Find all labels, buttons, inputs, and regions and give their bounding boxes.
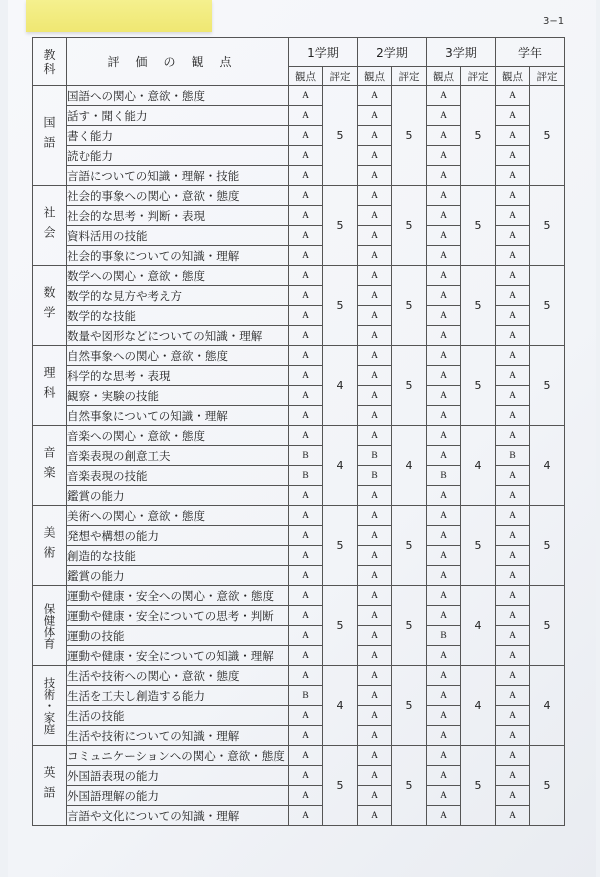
viewpoint-mark: A <box>496 266 530 286</box>
viewpoint-mark: A <box>427 406 461 426</box>
viewpoint-mark: A <box>496 306 530 326</box>
viewpoint-mark: A <box>289 406 323 426</box>
term-rating: 5 <box>323 86 358 186</box>
viewpoint-mark: A <box>289 346 323 366</box>
viewpoint-mark: A <box>358 526 392 546</box>
viewpoint-mark: B <box>427 626 461 646</box>
criteria-item: 運動や健康・安全についての知識・理解 <box>67 646 289 666</box>
term-rating: 5 <box>323 506 358 586</box>
viewpoint-mark: A <box>427 766 461 786</box>
viewpoint-mark: A <box>358 566 392 586</box>
term-rating: 5 <box>530 346 565 426</box>
term-rating: 5 <box>323 746 358 826</box>
viewpoint-mark: A <box>496 806 530 826</box>
term-rating: 4 <box>323 346 358 426</box>
viewpoint-mark: A <box>496 286 530 306</box>
rating-header: 評定 <box>530 67 565 86</box>
viewpoint-mark: A <box>358 366 392 386</box>
subject-name: 英語 <box>33 746 67 826</box>
viewpoint-mark: A <box>289 86 323 106</box>
subject-name: 社会 <box>33 186 67 266</box>
viewpoint-mark: A <box>496 186 530 206</box>
term-rating: 5 <box>392 586 427 666</box>
viewpoint-mark: A <box>427 646 461 666</box>
viewpoint-mark: B <box>496 446 530 466</box>
viewpoint-mark: A <box>289 786 323 806</box>
viewpoint-mark: A <box>289 706 323 726</box>
viewpoint-mark: A <box>496 226 530 246</box>
viewpoint-mark: A <box>427 486 461 506</box>
term-rating: 4 <box>323 426 358 506</box>
criteria-item: 生活や技術への関心・意欲・態度 <box>67 666 289 686</box>
viewpoint-mark: A <box>358 86 392 106</box>
subject-name: 理科 <box>33 346 67 426</box>
viewpoint-mark: A <box>358 106 392 126</box>
viewpoint-mark: A <box>358 626 392 646</box>
viewpoint-mark: A <box>427 86 461 106</box>
viewpoint-header: 観点 <box>358 67 392 86</box>
viewpoint-mark: A <box>427 506 461 526</box>
viewpoint-mark: A <box>496 586 530 606</box>
viewpoint-mark: A <box>427 606 461 626</box>
viewpoint-mark: A <box>496 246 530 266</box>
term-rating: 5 <box>461 266 496 346</box>
viewpoint-mark: A <box>289 166 323 186</box>
viewpoint-mark: A <box>427 426 461 446</box>
viewpoint-mark: A <box>358 706 392 726</box>
term-rating: 5 <box>530 266 565 346</box>
viewpoint-mark: A <box>289 726 323 746</box>
viewpoint-mark: A <box>358 226 392 246</box>
viewpoint-mark: A <box>358 806 392 826</box>
viewpoint-mark: A <box>427 386 461 406</box>
criteria-item: 運動や健康・安全への関心・意欲・態度 <box>67 586 289 606</box>
viewpoint-mark: A <box>289 366 323 386</box>
viewpoint-mark: B <box>289 466 323 486</box>
viewpoint-mark: A <box>427 366 461 386</box>
viewpoint-mark: A <box>496 106 530 126</box>
viewpoint-mark: A <box>427 566 461 586</box>
viewpoint-mark: A <box>358 146 392 166</box>
subject-header-label: 教 科 <box>43 47 56 76</box>
page-number: 3−1 <box>543 16 565 27</box>
viewpoint-mark: A <box>289 326 323 346</box>
term-rating: 5 <box>530 186 565 266</box>
viewpoint-mark: A <box>427 346 461 366</box>
viewpoint-mark: A <box>358 306 392 326</box>
grade-table-body <box>33 86 565 826</box>
viewpoint-mark: A <box>427 106 461 126</box>
viewpoint-mark: B <box>289 446 323 466</box>
viewpoint-mark: A <box>496 206 530 226</box>
criteria-item: 数学的な技能 <box>67 306 289 326</box>
table-row <box>33 666 565 686</box>
viewpoint-mark: A <box>358 346 392 366</box>
viewpoint-header: 観点 <box>289 67 323 86</box>
viewpoint-mark: A <box>427 686 461 706</box>
criteria-item: 社会的事象についての知識・理解 <box>67 246 289 266</box>
viewpoint-mark: A <box>289 586 323 606</box>
viewpoint-mark: A <box>496 646 530 666</box>
viewpoint-mark: A <box>427 726 461 746</box>
viewpoint-mark: A <box>496 686 530 706</box>
viewpoint-mark: A <box>289 566 323 586</box>
rating-header: 評定 <box>392 67 427 86</box>
table-row <box>33 426 565 446</box>
viewpoint-mark: A <box>289 486 323 506</box>
viewpoint-mark: A <box>427 146 461 166</box>
viewpoint-mark: A <box>289 246 323 266</box>
term-rating: 5 <box>461 346 496 426</box>
term-rating: 4 <box>323 666 358 746</box>
viewpoint-mark: A <box>427 666 461 686</box>
subject-name: 音楽 <box>33 426 67 506</box>
table-row <box>33 86 565 106</box>
viewpoint-mark: A <box>289 546 323 566</box>
term-rating: 5 <box>530 586 565 666</box>
term-rating: 5 <box>392 86 427 186</box>
viewpoint-mark: A <box>358 766 392 786</box>
subject-name: 保健体育 <box>33 586 67 666</box>
viewpoint-mark: A <box>496 726 530 746</box>
viewpoint-mark: A <box>427 206 461 226</box>
criteria-item: 読む能力 <box>67 146 289 166</box>
viewpoint-mark: A <box>427 806 461 826</box>
criteria-item: 言語についての知識・理解・技能 <box>67 166 289 186</box>
subject-header <box>33 38 67 86</box>
criteria-item: 外国語表現の能力 <box>67 766 289 786</box>
criteria-item: 自然事象への関心・意欲・態度 <box>67 346 289 366</box>
viewpoint-mark: A <box>289 526 323 546</box>
viewpoint-mark: A <box>427 246 461 266</box>
viewpoint-mark: A <box>289 206 323 226</box>
viewpoint-mark: A <box>427 786 461 806</box>
viewpoint-mark: A <box>289 426 323 446</box>
rating-header: 評定 <box>461 67 496 86</box>
viewpoint-mark: A <box>358 746 392 766</box>
viewpoint-mark: A <box>496 126 530 146</box>
term-rating: 5 <box>530 746 565 826</box>
subject-name: 数学 <box>33 266 67 346</box>
criteria-item: 数学への関心・意欲・態度 <box>67 266 289 286</box>
viewpoint-mark: A <box>358 726 392 746</box>
criteria-item: 書く能力 <box>67 126 289 146</box>
viewpoint-mark: A <box>289 106 323 126</box>
viewpoint-mark: A <box>358 286 392 306</box>
viewpoint-mark: A <box>496 626 530 646</box>
viewpoint-mark: A <box>496 326 530 346</box>
term-rating: 5 <box>392 666 427 746</box>
term-rating: 5 <box>392 506 427 586</box>
viewpoint-mark: A <box>289 146 323 166</box>
viewpoint-mark: A <box>358 686 392 706</box>
viewpoint-mark: A <box>358 126 392 146</box>
viewpoint-mark: A <box>496 566 530 586</box>
viewpoint-mark: A <box>427 266 461 286</box>
viewpoint-mark: A <box>427 326 461 346</box>
term-rating: 5 <box>392 266 427 346</box>
term-rating: 5 <box>530 86 565 186</box>
viewpoint-mark: A <box>496 666 530 686</box>
criteria-item: 言語や文化についての知識・理解 <box>67 806 289 826</box>
table-row <box>33 186 565 206</box>
criteria-item: 自然事象についての知識・理解 <box>67 406 289 426</box>
term-header-3: 3学期 <box>427 38 496 67</box>
term-rating: 5 <box>392 186 427 266</box>
viewpoint-mark: A <box>427 526 461 546</box>
viewpoint-mark: A <box>289 306 323 326</box>
viewpoint-mark: A <box>427 126 461 146</box>
term-rating: 4 <box>461 586 496 666</box>
viewpoint-mark: A <box>358 666 392 686</box>
criteria-item: 運動や健康・安全についての思考・判断 <box>67 606 289 626</box>
viewpoint-mark: A <box>496 86 530 106</box>
viewpoint-mark: A <box>496 166 530 186</box>
viewpoint-mark: A <box>427 226 461 246</box>
term-rating: 5 <box>461 186 496 266</box>
viewpoint-mark: A <box>358 546 392 566</box>
criteria-item: 発想や構想の能力 <box>67 526 289 546</box>
viewpoint-mark: B <box>358 446 392 466</box>
subject-name: 技術・家庭 <box>33 666 67 746</box>
term-rating: 4 <box>392 426 427 506</box>
viewpoint-mark: A <box>496 426 530 446</box>
viewpoint-mark: A <box>496 746 530 766</box>
viewpoint-mark: A <box>427 286 461 306</box>
term-rating: 5 <box>461 506 496 586</box>
viewpoint-mark: A <box>358 326 392 346</box>
viewpoint-header: 観点 <box>427 67 461 86</box>
viewpoint-mark: A <box>289 286 323 306</box>
criteria-item: 生活を工夫し創造する能力 <box>67 686 289 706</box>
viewpoint-mark: A <box>358 426 392 446</box>
criteria-item: 鑑賞の能力 <box>67 486 289 506</box>
viewpoint-mark: A <box>496 606 530 626</box>
term-rating: 5 <box>323 266 358 346</box>
term-header-2: 2学期 <box>358 38 427 67</box>
viewpoint-mark: A <box>358 186 392 206</box>
viewpoint-mark: A <box>358 646 392 666</box>
viewpoint-mark: A <box>358 786 392 806</box>
viewpoint-mark: A <box>496 346 530 366</box>
criteria-item: 社会的事象への関心・意欲・態度 <box>67 186 289 206</box>
table-row <box>33 746 565 766</box>
term-rating: 5 <box>392 346 427 426</box>
viewpoint-mark: A <box>496 506 530 526</box>
viewpoint-mark: A <box>427 166 461 186</box>
table-row <box>33 266 565 286</box>
viewpoint-mark: A <box>289 666 323 686</box>
criteria-item: 資料活用の技能 <box>67 226 289 246</box>
criteria-item: 科学的な思考・表現 <box>67 366 289 386</box>
table-row <box>33 346 565 366</box>
viewpoint-mark: A <box>496 406 530 426</box>
criteria-item: 鑑賞の能力 <box>67 566 289 586</box>
criteria-item: 生活や技術についての知識・理解 <box>67 726 289 746</box>
viewpoint-mark: A <box>289 126 323 146</box>
criteria-item: 数量や図形などについての知識・理解 <box>67 326 289 346</box>
criteria-item: 数学的な見方や考え方 <box>67 286 289 306</box>
criteria-item: 観察・実験の技能 <box>67 386 289 406</box>
viewpoint-mark: A <box>427 746 461 766</box>
viewpoint-mark: A <box>496 546 530 566</box>
term-header-1: 1学期 <box>289 38 358 67</box>
criteria-item: 運動の技能 <box>67 626 289 646</box>
viewpoint-mark: A <box>427 706 461 726</box>
viewpoint-mark: A <box>358 386 392 406</box>
viewpoint-mark: A <box>427 306 461 326</box>
viewpoint-mark: A <box>289 606 323 626</box>
viewpoint-mark: A <box>358 166 392 186</box>
viewpoint-mark: B <box>358 466 392 486</box>
criteria-item: 音楽表現の創意工夫 <box>67 446 289 466</box>
viewpoint-mark: A <box>427 546 461 566</box>
viewpoint-mark: A <box>289 506 323 526</box>
term-rating: 5 <box>323 586 358 666</box>
viewpoint-mark: A <box>289 386 323 406</box>
viewpoint-mark: A <box>289 266 323 286</box>
viewpoint-mark: A <box>496 386 530 406</box>
grade-table <box>32 37 565 826</box>
viewpoint-mark: A <box>427 586 461 606</box>
viewpoint-mark: A <box>496 526 530 546</box>
viewpoint-header: 観点 <box>496 67 530 86</box>
term-rating: 4 <box>530 666 565 746</box>
viewpoint-mark: A <box>358 266 392 286</box>
viewpoint-mark: B <box>289 686 323 706</box>
viewpoint-mark: A <box>358 506 392 526</box>
subject-name: 国語 <box>33 86 67 186</box>
table-row <box>33 586 565 606</box>
viewpoint-mark: A <box>289 766 323 786</box>
term-rating: 5 <box>323 186 358 266</box>
viewpoint-mark: A <box>289 226 323 246</box>
term-header-year: 学年 <box>496 38 565 67</box>
criteria-item: 美術への関心・意欲・態度 <box>67 506 289 526</box>
sticky-note <box>26 0 212 32</box>
criteria-item: 音楽への関心・意欲・態度 <box>67 426 289 446</box>
viewpoint-mark: A <box>358 586 392 606</box>
criteria-item: 外国語理解の能力 <box>67 786 289 806</box>
criteria-header: 評価の観点 <box>67 38 289 86</box>
viewpoint-mark: A <box>289 186 323 206</box>
viewpoint-mark: A <box>289 646 323 666</box>
viewpoint-mark: A <box>427 446 461 466</box>
term-rating: 4 <box>461 666 496 746</box>
term-rating: 5 <box>461 86 496 186</box>
viewpoint-mark: B <box>427 466 461 486</box>
viewpoint-mark: A <box>496 766 530 786</box>
criteria-item: 生活の技能 <box>67 706 289 726</box>
rating-header: 評定 <box>323 67 358 86</box>
criteria-item: コミュニケーションへの関心・意欲・態度 <box>67 746 289 766</box>
viewpoint-mark: A <box>496 486 530 506</box>
subject-name: 美術 <box>33 506 67 586</box>
criteria-item: 創造的な技能 <box>67 546 289 566</box>
viewpoint-mark: A <box>496 466 530 486</box>
criteria-item: 国語への関心・意欲・態度 <box>67 86 289 106</box>
viewpoint-mark: A <box>358 206 392 226</box>
term-rating: 4 <box>530 426 565 506</box>
term-rating: 5 <box>392 746 427 826</box>
term-rating: 4 <box>461 426 496 506</box>
viewpoint-mark: A <box>358 486 392 506</box>
viewpoint-mark: A <box>358 406 392 426</box>
viewpoint-mark: A <box>289 806 323 826</box>
viewpoint-mark: A <box>496 706 530 726</box>
viewpoint-mark: A <box>289 626 323 646</box>
viewpoint-mark: A <box>358 606 392 626</box>
viewpoint-mark: A <box>496 146 530 166</box>
criteria-item: 音楽表現の技能 <box>67 466 289 486</box>
criteria-item: 社会的な思考・判断・表現 <box>67 206 289 226</box>
viewpoint-mark: A <box>496 786 530 806</box>
viewpoint-mark: A <box>289 746 323 766</box>
criteria-item: 話す・聞く能力 <box>67 106 289 126</box>
viewpoint-mark: A <box>427 186 461 206</box>
term-rating: 5 <box>530 506 565 586</box>
viewpoint-mark: A <box>496 366 530 386</box>
term-rating: 5 <box>461 746 496 826</box>
viewpoint-mark: A <box>358 246 392 266</box>
table-row <box>33 506 565 526</box>
